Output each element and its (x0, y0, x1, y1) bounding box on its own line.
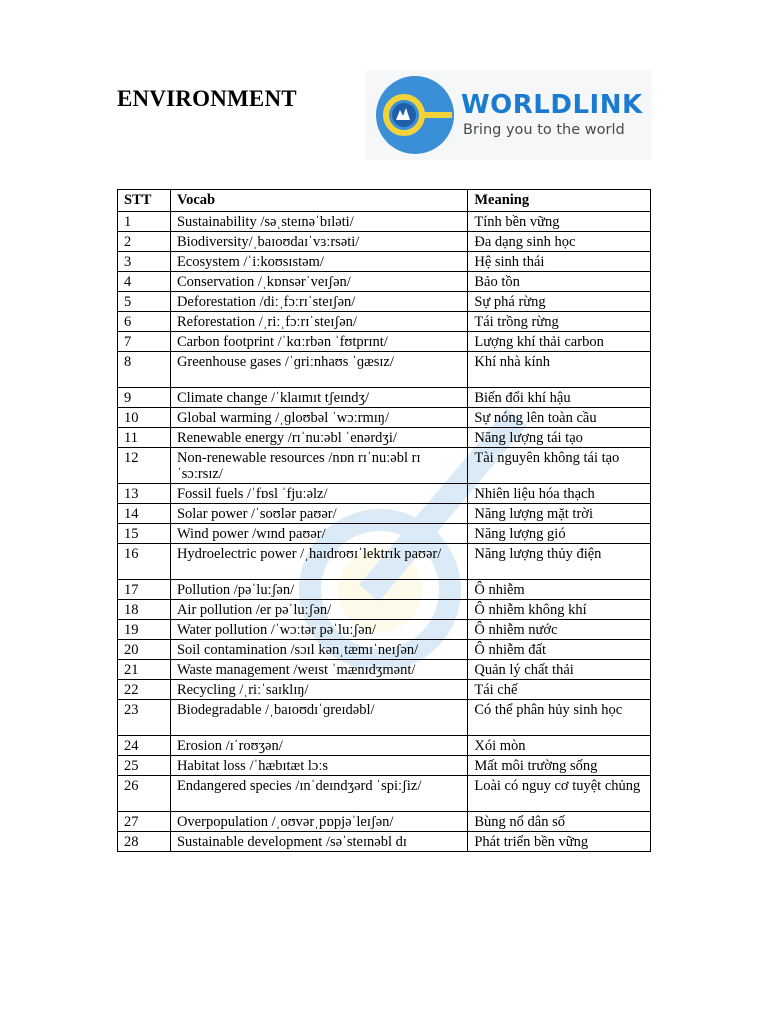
globe-key-icon (376, 76, 454, 154)
row-vocab: Water pollution /ˈwɔːtər pəˈluːʃən/ (170, 620, 467, 640)
row-number: 20 (118, 640, 171, 660)
row-number: 27 (118, 812, 171, 832)
row-number: 1 (118, 212, 171, 232)
row-vocab: Fossil fuels /ˈfɒsl ˈfjuːəlz/ (170, 484, 467, 504)
table-row (118, 580, 651, 600)
row-meaning: Nhiên liệu hóa thạch (468, 484, 651, 504)
row-vocab: Renewable energy /rɪˈnuːəbl ˈenərdʒi/ (170, 428, 467, 448)
row-vocab: Biodegradable /ˌbaɪoʊdɪˈɡreɪdəbl/ (170, 700, 467, 736)
row-meaning: Tái chế (468, 680, 651, 700)
row-meaning: Sự phá rừng (468, 292, 651, 312)
header-meaning: Meaning (468, 190, 651, 212)
row-meaning: Năng lượng tái tạo (468, 428, 651, 448)
row-vocab: Wind power /wɪnd paʊər/ (170, 524, 467, 544)
table-row (118, 312, 651, 332)
table-row (118, 252, 651, 272)
row-number: 5 (118, 292, 171, 312)
logo-tagline: Bring you to the world (463, 122, 625, 138)
row-vocab: Sustainability /səˌsteɪnəˈbɪləti/ (170, 212, 467, 232)
table-row (118, 620, 651, 640)
row-meaning: Quản lý chất thải (468, 660, 651, 680)
table-row (118, 292, 651, 312)
page-title: ENVIRONMENT (117, 86, 297, 111)
row-number: 10 (118, 408, 171, 428)
table-row (118, 640, 651, 660)
row-vocab: Non-renewable resources /nɒn rɪˈnuːəbl rɪ ˈsɔːrsɪz/ (170, 448, 467, 484)
table-row (118, 332, 651, 352)
row-number: 13 (118, 484, 171, 504)
row-meaning: Năng lượng gió (468, 524, 651, 544)
logo-brand: WORLDLINK (461, 90, 643, 120)
row-meaning: Phát triển bền vững (468, 832, 651, 852)
row-number: 23 (118, 700, 171, 736)
table-row (118, 524, 651, 544)
row-number: 18 (118, 600, 171, 620)
row-vocab: Waste management /weɪst ˈmænɪdʒmənt/ (170, 660, 467, 680)
table-row (118, 832, 651, 852)
row-number: 25 (118, 756, 171, 776)
row-vocab: Endangered species /ɪnˈdeɪndʒərd ˈspiːʃiz/ (170, 776, 467, 812)
row-vocab: Conservation /ˌkɒnsərˈveɪʃən/ (170, 272, 467, 292)
header-vocab: Vocab (170, 190, 467, 212)
table-row (118, 776, 651, 812)
row-number: 11 (118, 428, 171, 448)
row-vocab: Global warming /ˌɡloʊbəl ˈwɔːrmɪŋ/ (170, 408, 467, 428)
row-number: 17 (118, 580, 171, 600)
row-meaning: Khí nhà kính (468, 352, 651, 388)
table-row (118, 680, 651, 700)
row-meaning: Tài nguyên không tái tạo (468, 448, 651, 484)
table-header-row (118, 190, 651, 212)
table-row (118, 660, 651, 680)
row-meaning: Đa dạng sinh học (468, 232, 651, 252)
row-vocab: Reforestation /ˌriːˌfɔːrɪˈsteɪʃən/ (170, 312, 467, 332)
row-meaning: Mất môi trường sống (468, 756, 651, 776)
row-vocab: Hydroelectric power /ˌhaɪdroʊɪˈlektrɪk paʊər/ (170, 544, 467, 580)
row-vocab: Soil contamination /sɔɪl kənˌtæmɪˈneɪʃən/ (170, 640, 467, 660)
row-number: 9 (118, 388, 171, 408)
row-meaning: Lượng khí thải carbon (468, 332, 651, 352)
row-vocab: Greenhouse gases /ˈɡriːnhaʊs ˈɡæsɪz/ (170, 352, 467, 388)
table-row (118, 408, 651, 428)
row-meaning: Hệ sinh thái (468, 252, 651, 272)
row-number: 15 (118, 524, 171, 544)
table-row (118, 756, 651, 776)
row-meaning: Ô nhiễm nước (468, 620, 651, 640)
row-meaning: Tái trồng rừng (468, 312, 651, 332)
row-meaning: Sự nóng lên toàn cầu (468, 408, 651, 428)
row-vocab: Sustainable development /səˈsteɪnəbl dɪ (170, 832, 467, 852)
row-vocab: Habitat loss /ˈhæbɪtæt lɔːs (170, 756, 467, 776)
table-row (118, 388, 651, 408)
row-vocab: Recycling /ˌriːˈsaɪklɪŋ/ (170, 680, 467, 700)
table-row (118, 736, 651, 756)
row-vocab: Carbon footprint /ˈkɑːrbən ˈfʊtprɪnt/ (170, 332, 467, 352)
row-meaning: Năng lượng mặt trời (468, 504, 651, 524)
vocabulary-table (117, 189, 651, 852)
row-number: 28 (118, 832, 171, 852)
row-vocab: Pollution /pəˈluːʃən/ (170, 580, 467, 600)
table-row (118, 484, 651, 504)
row-number: 7 (118, 332, 171, 352)
row-meaning: Ô nhiễm (468, 580, 651, 600)
row-meaning: Có thể phân hủy sinh học (468, 700, 651, 736)
row-vocab: Solar power /ˈsoʊlər paʊər/ (170, 504, 467, 524)
row-number: 8 (118, 352, 171, 388)
row-meaning: Bảo tồn (468, 272, 651, 292)
row-number: 19 (118, 620, 171, 640)
table-row (118, 212, 651, 232)
table-row (118, 600, 651, 620)
table-row (118, 272, 651, 292)
table-row (118, 232, 651, 252)
table-row (118, 812, 651, 832)
table-row (118, 700, 651, 736)
row-vocab: Climate change /ˈklaɪmɪt tʃeɪndʒ/ (170, 388, 467, 408)
row-number: 2 (118, 232, 171, 252)
row-meaning: Loài có nguy cơ tuyệt chủng (468, 776, 651, 812)
row-meaning: Bùng nổ dân số (468, 812, 651, 832)
row-number: 3 (118, 252, 171, 272)
row-meaning: Ô nhiễm đất (468, 640, 651, 660)
row-vocab: Deforestation /diːˌfɔːrɪˈsteɪʃən/ (170, 292, 467, 312)
row-meaning: Năng lượng thủy điện (468, 544, 651, 580)
row-vocab: Ecosystem /ˈiːkoʊsɪstəm/ (170, 252, 467, 272)
worldlink-logo (366, 70, 652, 160)
header-stt: STT (118, 190, 171, 212)
table-row (118, 504, 651, 524)
row-meaning: Biến đổi khí hậu (468, 388, 651, 408)
row-meaning: Ô nhiễm không khí (468, 600, 651, 620)
row-number: 14 (118, 504, 171, 524)
row-vocab: Air pollution /er pəˈluːʃən/ (170, 600, 467, 620)
row-number: 22 (118, 680, 171, 700)
row-number: 4 (118, 272, 171, 292)
table-row (118, 448, 651, 484)
row-number: 24 (118, 736, 171, 756)
row-number: 6 (118, 312, 171, 332)
row-vocab: Erosion /ɪˈroʊʒən/ (170, 736, 467, 756)
row-meaning: Tính bền vững (468, 212, 651, 232)
row-number: 12 (118, 448, 171, 484)
row-vocab: Biodiversity/ˌbaɪoʊdaɪˈvɜːrsəti/ (170, 232, 467, 252)
row-vocab: Overpopulation /ˌoʊvərˌpɒpjəˈleɪʃən/ (170, 812, 467, 832)
row-number: 16 (118, 544, 171, 580)
table-row (118, 352, 651, 388)
row-number: 21 (118, 660, 171, 680)
row-meaning: Xói mòn (468, 736, 651, 756)
table-row (118, 428, 651, 448)
table-row (118, 544, 651, 580)
row-number: 26 (118, 776, 171, 812)
